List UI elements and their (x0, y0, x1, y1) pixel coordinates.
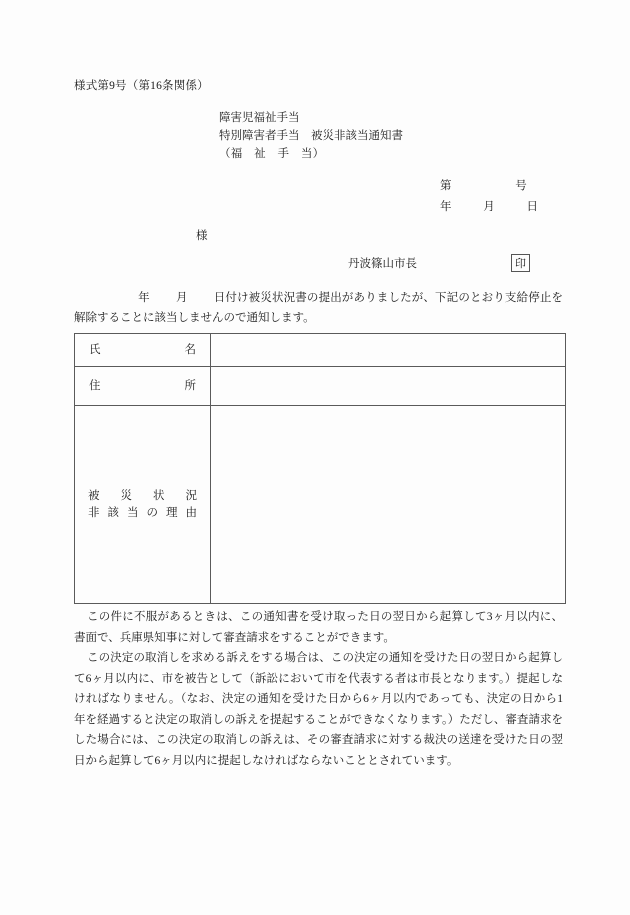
title-line-3: （福 祉 手 当） (219, 148, 325, 160)
form-number: 様式第9号（第16条関係） (74, 80, 209, 92)
date-year-label: 年 (440, 201, 452, 213)
label-char: 況 (185, 489, 197, 502)
issuer-name: 丹波篠山市長 (348, 258, 417, 270)
intro-year: 年 (138, 292, 150, 304)
title-line-1: 障害児福祉手当 (219, 112, 300, 124)
intro-paragraph (74, 288, 563, 328)
table-row (75, 367, 566, 406)
seal-stamp-box: 印 (511, 254, 530, 272)
table-row (75, 406, 566, 604)
label-char: 由 (185, 506, 197, 519)
label-char: 被 (88, 489, 100, 502)
label-char: 名 (184, 343, 196, 356)
row-value-address[interactable] (211, 367, 566, 406)
label-line (88, 505, 197, 522)
date-month-label: 月 (483, 201, 495, 213)
row-value-reason[interactable] (211, 406, 566, 604)
intro-body-text: 日付け被災状況書の提出がありましたが、下記のとおり支給停止を解除することに該当しませんので通知します。 (74, 292, 564, 324)
row-label-reason (75, 406, 211, 604)
footer-notes (74, 607, 563, 771)
document-number-label: 第 (440, 180, 452, 192)
label-char: 所 (184, 379, 196, 392)
label-char: 状 (153, 489, 165, 502)
label-char: 理 (166, 506, 178, 519)
footer-paragraph-2: この決定の取消しを求める訴えをする場合は、この決定の通知を受けた日の翌日から起算して6ヶ月以内に、市を被告として（訴訟において市を代表する者は市長となります。）提起しなければなりません。（なお、決定の通知を受けた日から6ヶ月以内であっても、決定の日から1年を経過すると決定の取消しの訴えを提起することができなくなります。）ただし、審査請求をした場合には、この決定の取消しの訴えは、その審査請求に対する裁決の送達を受けた日の翌日から起算して6ヶ月以内に提起しなければならないこととされています。 (74, 652, 563, 767)
addressee-line: 様 (196, 230, 208, 242)
document-date-row (440, 197, 538, 218)
label-char: 当 (127, 506, 139, 519)
label-line (88, 488, 197, 505)
date-day-label: 日 (526, 201, 538, 213)
table-row (75, 334, 566, 367)
details-table (74, 333, 566, 604)
footer-paragraph-1: この件に不服があるときは、この通知書を受け取った日の翌日から起算して3ヶ月以内に、書面で、兵庫県知事に対して審査請求をすることができます。 (74, 611, 563, 644)
document-number-suffix: 号 (515, 180, 527, 192)
label-char: 氏 (89, 343, 101, 356)
label-char: 災 (120, 489, 132, 502)
row-label-name (75, 334, 211, 367)
document-meta (440, 176, 538, 218)
document-title (219, 109, 403, 163)
label-char: 住 (89, 379, 101, 392)
row-label-address (75, 367, 211, 406)
document-number-row (440, 176, 538, 197)
title-line-2: 特別障害者手当 被災非該当通知書 (219, 130, 403, 142)
label-char: の (146, 506, 158, 519)
row-value-name[interactable] (211, 334, 566, 367)
intro-month: 月 (175, 292, 188, 304)
label-char: 該 (107, 506, 119, 519)
label-char: 非 (88, 506, 100, 519)
